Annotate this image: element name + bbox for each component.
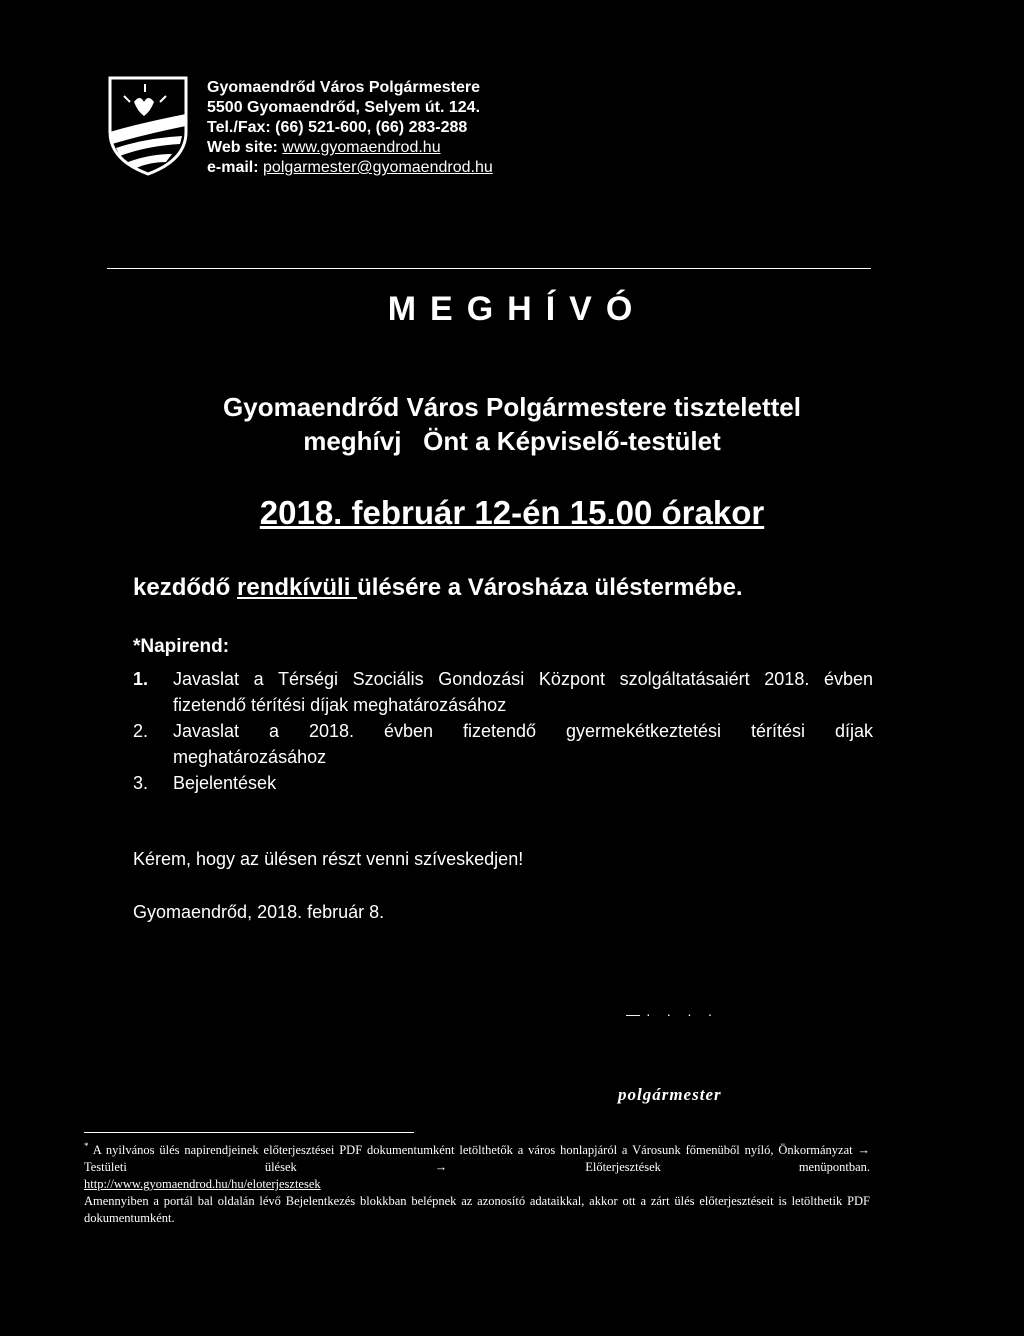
agenda-number: 2. xyxy=(133,721,149,741)
agenda-item-3 xyxy=(133,770,873,796)
org-phone: Tel./Fax: (66) 521-600, (66) 283-288 xyxy=(207,119,468,136)
footnote-text-1: A nyilvános ülés napirendjeinek előterjesztései PDF dokumentumként letölthetők a város honlapjáról a Városunk főmenüből nyíló, Önkormányzat → Testületi ülések → Előterjesztések menüpontban. xyxy=(84,1143,870,1175)
agenda-text-line-1: Javaslat a 2018. évben fizetendő gyermekétkeztetési térítési díjak xyxy=(173,721,873,741)
place-and-date: Gyomaendrőd, 2018. február 8. xyxy=(133,902,385,922)
signature-marks: —· · · · xyxy=(626,1006,719,1022)
org-website-row xyxy=(207,138,493,158)
intro-line-1: Gyomaendrőd Város Polgármestere tisztelettel xyxy=(223,392,801,422)
coat-of-arms-icon xyxy=(106,74,190,176)
invitation-intro xyxy=(0,390,1024,458)
meeting-date: 2018. február 12-én 15.00 órakor xyxy=(259,494,765,531)
org-name: Gyomaendrőd Város Polgármestere xyxy=(207,79,480,96)
agenda-text: Javaslat a Térségi Szociális Gondozási Központ szolgáltatásaiért 2018. évben fizetendő térítési díjak meghatározásához xyxy=(173,669,873,715)
footnote-link-row xyxy=(84,1176,870,1193)
website-link[interactable]: www.gyomaendrod.hu xyxy=(282,139,441,156)
attendance-request: Kérem, hogy az ülésen részt venni szíveskedjen! xyxy=(133,849,524,869)
intro-line-2: meghívj Önt a Képviselő-testület xyxy=(303,426,721,456)
agenda-number: 3. xyxy=(133,773,149,793)
email-label: e-mail: xyxy=(207,159,259,176)
sentence-extraordinary: rendkívüli xyxy=(237,574,358,601)
agenda-label: *Napirend: xyxy=(133,636,230,657)
agenda-number: 1. xyxy=(133,669,149,689)
agenda-text-wrap xyxy=(173,718,873,770)
agenda-list xyxy=(133,666,873,796)
footnote-paragraph-1 xyxy=(84,1138,870,1176)
agenda-text-line-2: meghatározásához xyxy=(173,747,327,767)
agenda-item-1 xyxy=(133,666,873,718)
sentence-pre: kezdődő xyxy=(133,574,238,601)
footnote xyxy=(84,1138,870,1227)
letterhead xyxy=(207,78,493,178)
sentence-post: ülésére a Városháza üléstermébe. xyxy=(357,574,743,601)
footnote-link[interactable]: http://www.gyomaendrod.hu/hu/eloterjesztesek xyxy=(84,1177,321,1192)
footnote-paragraph-2: Amennyiben a portál bal oldalán lévő Bejelentkezés blokkban belépnek az azonosító adataikkal, akkor ott a zárt ülés előterjesztéseit is letölthetik PDF dokumentumként. xyxy=(84,1194,870,1226)
org-address: 5500 Gyomaendrőd, Selyem út. 124. xyxy=(207,99,481,116)
document-title: MEGHÍVÓ xyxy=(387,290,647,328)
org-email-row xyxy=(207,158,493,178)
footnote-marker: * xyxy=(84,1141,89,1151)
meeting-sentence xyxy=(133,574,743,602)
email-link[interactable]: polgarmester@gyomaendrod.hu xyxy=(263,159,493,176)
header-divider xyxy=(107,268,871,269)
agenda-item-2 xyxy=(133,718,873,770)
signer-title: polgármester xyxy=(618,1085,722,1104)
footnote-divider xyxy=(84,1132,414,1133)
agenda-text: Bejelentések xyxy=(173,773,277,793)
website-label: Web site: xyxy=(207,139,278,156)
